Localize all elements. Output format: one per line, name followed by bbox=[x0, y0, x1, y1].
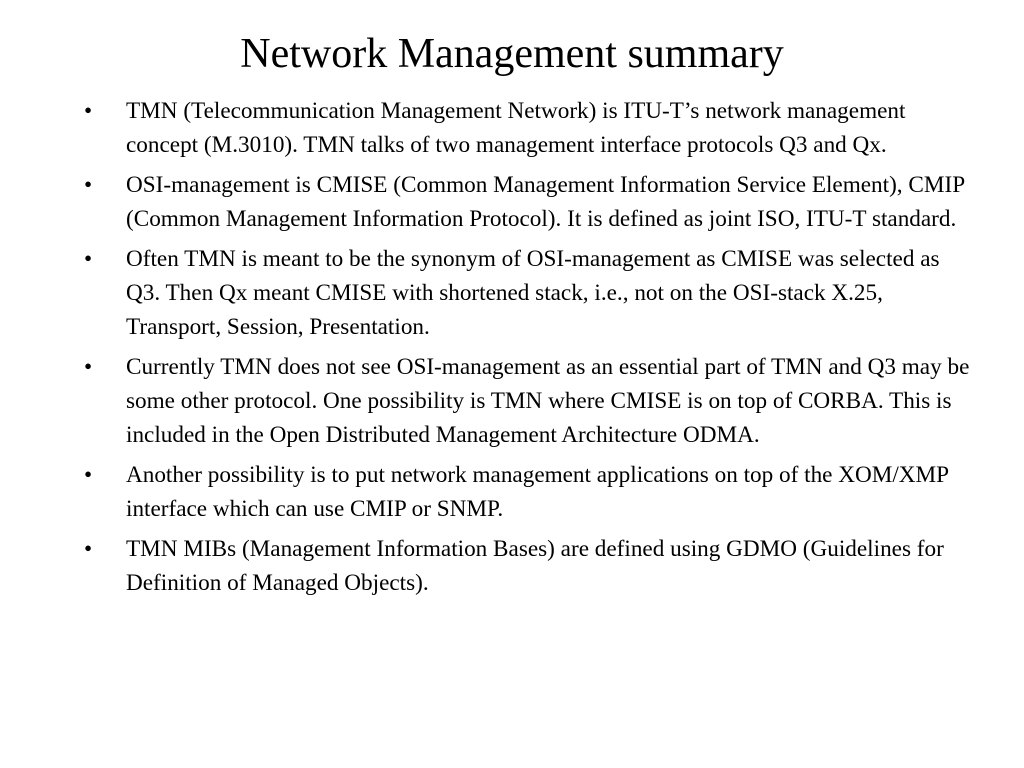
bullet-icon: • bbox=[84, 246, 93, 272]
bullet-item-tmn-mibs bbox=[84, 532, 974, 600]
bullet-text: TMN (Telecommunication Management Network) is ITU-T’s network management concept (M.3010). TMN talks of two management interface protocols Q3 and Qx. bbox=[126, 98, 906, 158]
bullet-text: Often TMN is meant to be the synonym of OSI-management as CMISE was selected as Q3. Then Qx meant CMISE with shortened stack, i.e., not on the OSI-stack X.25, Transport, Session, Presentation. bbox=[126, 246, 940, 340]
bullet-icon: • bbox=[84, 354, 93, 380]
bullet-text: TMN MIBs (Management Information Bases) are defined using GDMO (Guidelines for Definition of Managed Objects). bbox=[126, 536, 944, 596]
bullet-text: Another possibility is to put network management applications on top of the XOM/XMP interface which can use CMIP or SNMP. bbox=[126, 462, 949, 522]
slide-title: Network Management summary bbox=[240, 31, 784, 77]
bullet-item-currently-tmn bbox=[84, 350, 974, 452]
bullet-list bbox=[84, 94, 974, 606]
bullet-item-tmn-synonym bbox=[84, 242, 974, 344]
bullet-icon: • bbox=[84, 98, 93, 124]
bullet-item-another-possibility bbox=[84, 458, 974, 526]
bullet-item-tmn bbox=[84, 94, 974, 162]
bullet-item-osi-management bbox=[84, 168, 974, 236]
bullet-icon: • bbox=[84, 172, 93, 198]
bullet-text: OSI-management is CMISE (Common Management Information Service Element), CMIP (Common Management Information Protocol). It is defined as joint ISO, ITU-T standard. bbox=[126, 172, 965, 232]
bullet-icon: • bbox=[84, 536, 93, 562]
bullet-icon: • bbox=[84, 462, 93, 488]
bullet-text: Currently TMN does not see OSI-management as an essential part of TMN and Q3 may be some other protocol. One possibility is TMN where CMISE is on top of CORBA. This is included in the Open Distributed Management Architecture ODMA. bbox=[126, 354, 970, 448]
